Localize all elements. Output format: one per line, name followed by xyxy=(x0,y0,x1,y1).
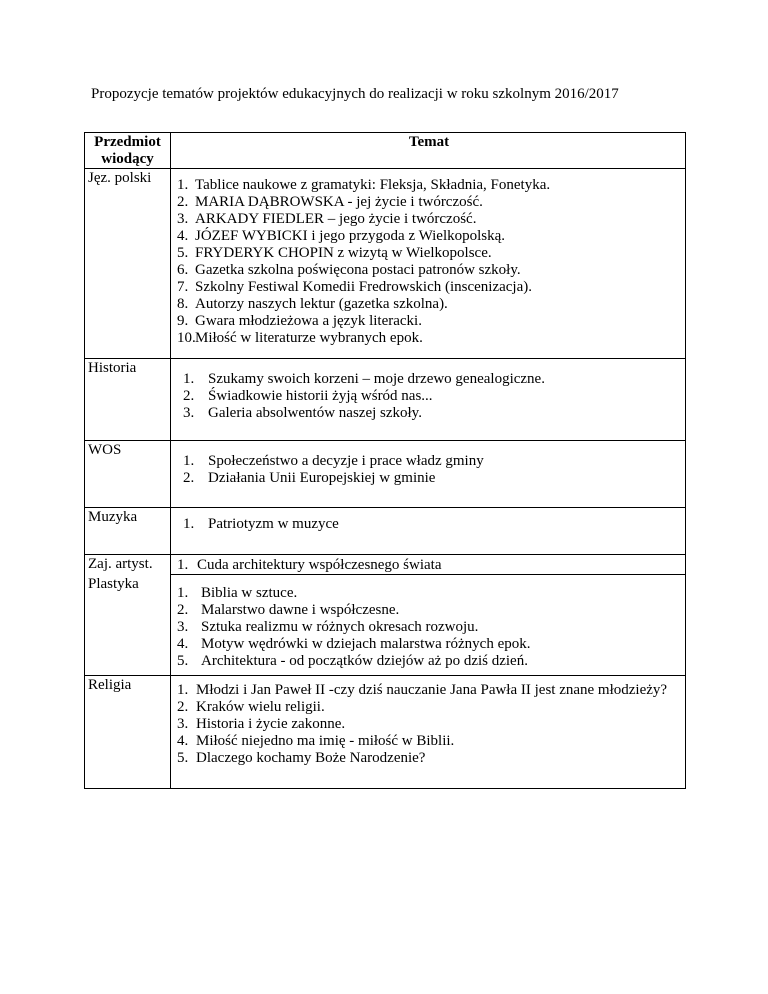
list-item xyxy=(177,470,681,487)
list-item xyxy=(177,636,681,653)
item-number: 7. xyxy=(177,279,189,295)
item-number: 2. xyxy=(183,388,195,404)
item-number: 3. xyxy=(177,619,189,635)
item-text: Patriotyzm w muzyce xyxy=(208,516,339,532)
list-item xyxy=(177,194,681,211)
list-item xyxy=(177,296,681,313)
list-item xyxy=(177,699,681,716)
table-row xyxy=(85,675,686,788)
item-number: 10. xyxy=(177,330,196,346)
item-number: 2. xyxy=(183,470,195,486)
item-number: 1. xyxy=(183,453,195,469)
item-text: Świadkowie historii żyją wśród nas... xyxy=(208,388,433,404)
subject-cell: Zaj. artyst. xyxy=(85,555,171,575)
item-number: 5. xyxy=(177,749,189,766)
list-item xyxy=(177,602,681,619)
item-text: ARKADY FIEDLER – jego życie i twórczość. xyxy=(195,211,477,227)
list-item xyxy=(177,516,681,533)
list-item xyxy=(177,653,681,670)
table-header-row xyxy=(85,133,686,169)
item-text: Sztuka realizmu w różnych okresach rozwoju. xyxy=(201,619,479,635)
table-row xyxy=(85,169,686,359)
table-row xyxy=(85,575,686,676)
topic-cell xyxy=(171,555,686,575)
item-number: 1. xyxy=(177,557,189,573)
item-number: 1. xyxy=(177,681,189,698)
item-number: 1. xyxy=(177,585,189,601)
topic-list xyxy=(177,575,681,670)
item-number: 6. xyxy=(177,262,189,278)
item-number: 2. xyxy=(177,194,189,210)
list-item xyxy=(177,313,681,330)
item-number: 1. xyxy=(183,371,195,387)
item-number: 2. xyxy=(177,602,189,618)
item-number: 5. xyxy=(177,653,189,669)
list-item xyxy=(177,585,681,602)
item-text: Motyw wędrówki w dziejach malarstwa różnych epok. xyxy=(201,636,531,652)
item-text: Historia i życie zakonne. xyxy=(196,715,346,732)
list-item xyxy=(177,177,681,194)
item-number: 1. xyxy=(177,177,189,193)
list-item xyxy=(177,405,681,422)
subject-cell: Religia xyxy=(85,675,171,788)
item-number: 4. xyxy=(177,732,189,749)
item-number: 3. xyxy=(177,211,189,227)
topic-list xyxy=(177,441,681,487)
item-number: 4. xyxy=(177,636,189,652)
item-text: Galeria absolwentów naszej szkoły. xyxy=(208,405,422,421)
topic-cell xyxy=(171,441,686,508)
item-text: JÓZEF WYBICKI i jego przygoda z Wielkopolską. xyxy=(195,228,506,244)
item-text: Szukamy swoich korzeni – moje drzewo genealogiczne. xyxy=(208,371,545,387)
table-row xyxy=(85,508,686,555)
list-item xyxy=(177,211,681,228)
item-text: MARIA DĄBROWSKA - jej życie i twórczość. xyxy=(195,194,483,210)
list-item xyxy=(177,245,681,262)
list-item xyxy=(177,557,681,574)
item-number: 4. xyxy=(177,228,189,244)
list-item xyxy=(177,682,681,699)
topic-list xyxy=(177,676,681,767)
item-text: Gwara młodzieżowa a język literacki. xyxy=(195,313,422,329)
header-topic: Temat xyxy=(171,133,686,169)
topic-cell xyxy=(171,575,686,676)
table-row xyxy=(85,555,686,575)
item-text: Działania Unii Europejskiej w gminie xyxy=(208,470,436,486)
list-item xyxy=(177,371,681,388)
page-title: Propozycje tematów projektów edukacyjnych do realizacji w roku szkolnym 2016/2017 xyxy=(91,86,619,102)
item-text: Kraków wielu religii. xyxy=(196,698,325,715)
list-item xyxy=(177,619,681,636)
item-number: 1. xyxy=(183,516,195,532)
list-item xyxy=(177,453,681,470)
list-item xyxy=(177,330,681,347)
topic-list xyxy=(177,169,681,347)
item-text: Gazetka szkolna poświęcona postaci patronów szkoły. xyxy=(195,262,521,278)
list-item xyxy=(177,262,681,279)
list-item xyxy=(177,716,681,733)
item-number: 2. xyxy=(177,698,189,715)
topic-list xyxy=(177,555,681,574)
subject-cell: Jęz. polski xyxy=(85,169,171,359)
subject-cell: Muzyka xyxy=(85,508,171,555)
item-text: Miłość niejedno ma imię - miłość w Biblii. xyxy=(196,732,455,749)
list-item xyxy=(177,388,681,405)
item-text: Młodzi i Jan Paweł II -czy dziś nauczanie Jana Pawła II jest znane młodzieży? xyxy=(196,681,668,698)
list-item xyxy=(177,228,681,245)
list-item xyxy=(177,279,681,296)
topics-table xyxy=(84,132,686,789)
header-subject: Przedmiot wiodący xyxy=(85,133,171,169)
item-text: Malarstwo dawne i współczesne. xyxy=(201,602,400,618)
list-item xyxy=(177,750,681,767)
topic-list xyxy=(177,508,681,533)
table-row xyxy=(85,441,686,508)
item-number: 3. xyxy=(177,715,189,732)
list-item xyxy=(177,733,681,750)
item-text: Cuda architektury współczesnego świata xyxy=(197,557,442,573)
topic-cell xyxy=(171,675,686,788)
item-text: Tablice naukowe z gramatyki: Fleksja, Składnia, Fonetyka. xyxy=(195,177,551,193)
item-text: Autorzy naszych lektur (gazetka szkolna). xyxy=(195,296,448,312)
subject-cell: WOS xyxy=(85,441,171,508)
item-text: Architektura - od początków dziejów aż po dziś dzień. xyxy=(201,653,528,669)
item-text: Miłość w literaturze wybranych epok. xyxy=(195,330,423,346)
item-number: 8. xyxy=(177,296,189,312)
topic-cell xyxy=(171,359,686,441)
item-number: 5. xyxy=(177,245,189,261)
item-number: 9. xyxy=(177,313,189,329)
item-text: Dlaczego kochamy Boże Narodzenie? xyxy=(196,749,426,766)
item-text: Szkolny Festiwal Komedii Fredrowskich (inscenizacja). xyxy=(195,279,533,295)
subject-cell: Historia xyxy=(85,359,171,441)
item-number: 3. xyxy=(183,405,195,421)
item-text: Biblia w sztuce. xyxy=(201,585,298,601)
item-text: Społeczeństwo a decyzje i prace władz gminy xyxy=(208,453,484,469)
topic-cell xyxy=(171,508,686,555)
subject-cell: Plastyka xyxy=(85,575,171,676)
item-text: FRYDERYK CHOPIN z wizytą w Wielkopolsce. xyxy=(195,245,492,261)
topic-cell xyxy=(171,169,686,359)
table-row xyxy=(85,359,686,441)
topic-list xyxy=(177,359,681,422)
